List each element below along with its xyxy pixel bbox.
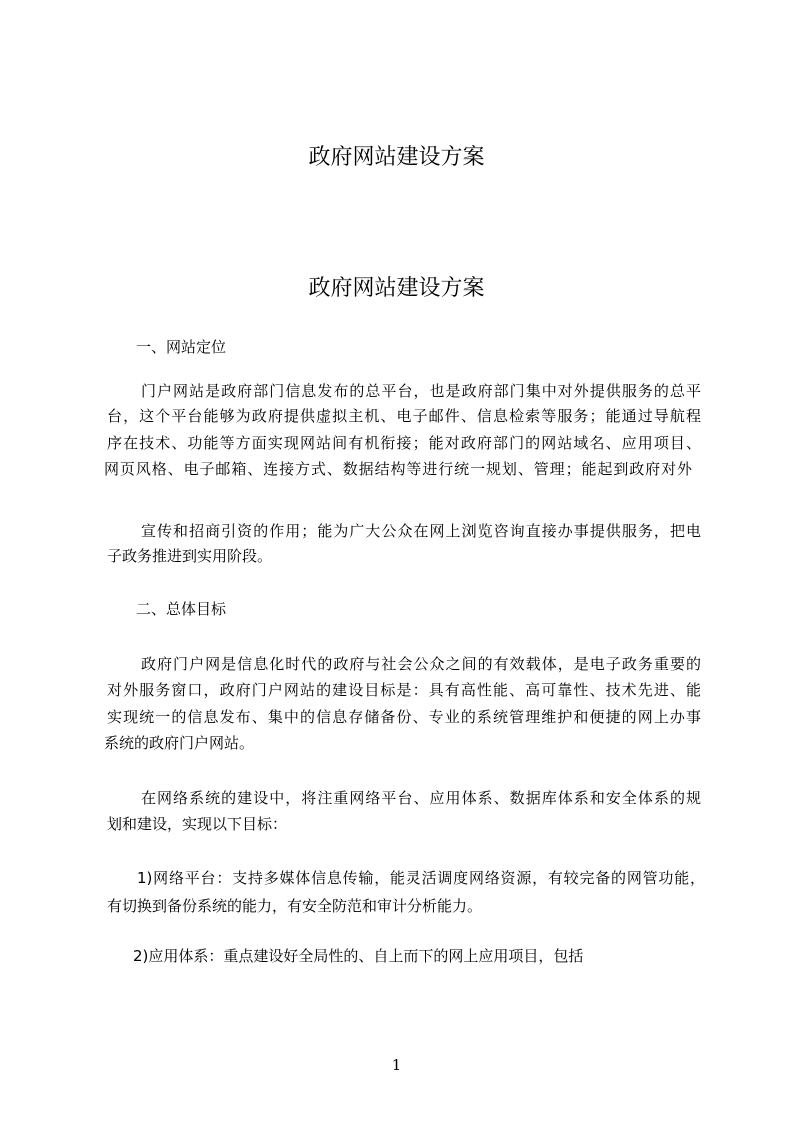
paragraph-line: 序在技术、功能等方面实现网站间有机衔接；能对政府部门的网站域名、应用项目、: [107, 434, 701, 452]
paragraph-line: 系统的政府门户网站。: [104, 734, 255, 752]
paragraph-line: 政府门户网是信息化时代的政府与社会公众之间的有效载体，是电子政务重要的: [141, 655, 701, 673]
paragraph-line: 网页风格、电子邮箱、连接方式、数据结构等进行统一规划、管理；能起到政府对外: [104, 460, 692, 478]
paragraph-line: 对外服务窗口，政府门户网站的建设目标是：具有高性能、高可靠性、技术先进、能: [107, 681, 701, 699]
document-main-title: 政府网站建设方案: [308, 276, 485, 301]
paragraph-line: 实现统一的信息发布、集中的信息存储备份、专业的系统管理维护和便捷的网上办事: [107, 708, 701, 726]
paragraph-line: 子政务推进到实用阶段。: [107, 547, 273, 565]
list-item: 2)应用体系：重点建设好全局性的、自上而下的网上应用项目，包括: [133, 947, 584, 965]
paragraph-line: 台，这个平台能够为政府提供虚拟主机、电子邮件、信息检索等服务；能通过导航程: [107, 407, 701, 425]
paragraph-line: 在网络系统的建设中，将注重网络平台、应用体系、数据库体系和安全体系的规: [141, 789, 701, 807]
paragraph-line: 门户网站是政府部门信息发布的总平台，也是政府部门集中对外提供服务的总平: [141, 382, 701, 400]
paragraph-line: 宣传和招商引资的作用；能为广大公众在网上浏览咨询直接办事提供服务，把电: [141, 522, 701, 540]
section-heading-positioning: 一、网站定位: [136, 338, 227, 356]
paragraph-line: 划和建设，实现以下目标：: [107, 815, 288, 833]
list-item: 1)网络平台：支持多媒体信息传输，能灵活调度网络资源，有较完备的网管功能，: [137, 869, 705, 887]
list-item: 有切换到备份系统的能力，有安全防范和审计分析能力。: [107, 897, 483, 915]
page-number: 1: [391, 1056, 402, 1074]
document-header-title: 政府网站建设方案: [308, 145, 485, 170]
section-heading-goals: 二、总体目标: [136, 600, 227, 618]
